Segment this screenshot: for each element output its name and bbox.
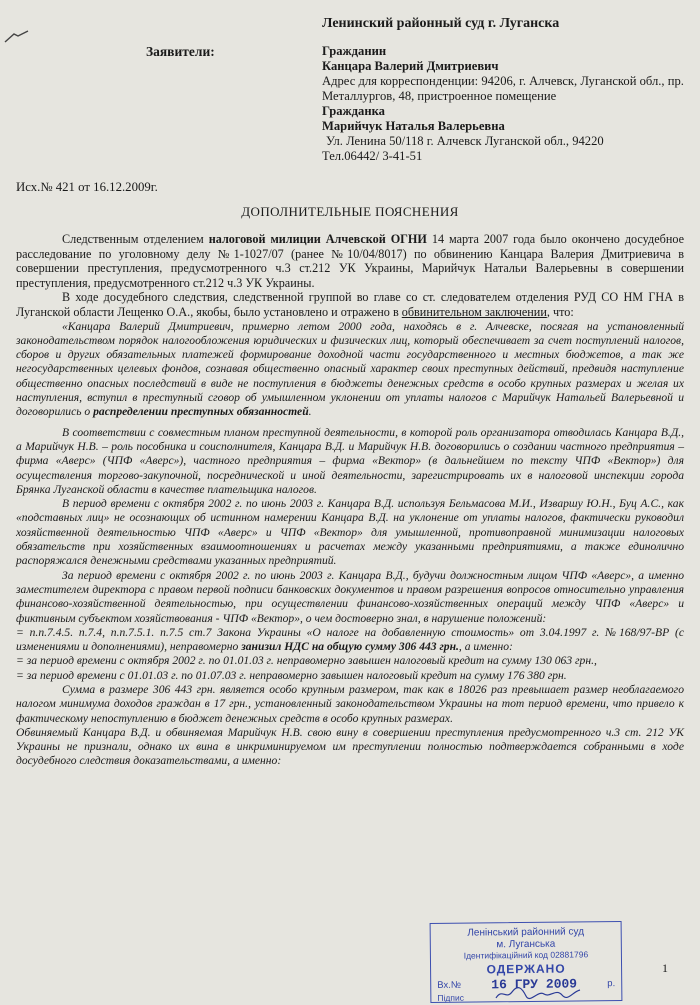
citizen2-phone: Тел.06442/ 3-41-51 [322,149,423,163]
paragraph-2 [16,290,684,319]
text-bold: налоговой милиции Алчевской ОГНИ [208,232,427,246]
quote-paragraph-4: За период времени с октября 2002 г. по июнь 2003 г. Канцара В.Д., будучи должностным лицом ЧПФ «Аверс», а именно заместителем директора с правом первой подписи банковских документов и правом разрешения вопросов относительно управления финансово-хозяйственной деятельностью, при осуществлении финансово-хозяйственных операций между ЧПФ «Аверс» и фиктивным субъектом хозяйствования - ЧПФ «Вектор», о чем достоверно знал, в нарушение положений: [16,568,684,625]
stamp-court-name: Ленінський районний суд [467,926,585,939]
text-bold: занизил НДС на общую сумму 306 443 грн. [241,640,459,654]
stamp-sign-label: Підпис [437,992,464,1003]
paragraph-1 [16,232,684,290]
stamp-in-no-label: Вх.№ [437,979,462,991]
stamp-date: 16 ГРУ 2009 [491,976,578,993]
signature-icon [492,986,582,1002]
pen-mark-icon [4,30,30,44]
text-run: . [308,405,312,419]
text-run: «Канцара Валерий Дмитриевич, примерно летом 2000 года, находясь в г. Алчевске, посягая на установленный законодательством порядок налогообложения юридических и физических лиц, который обеспечивает за счет поступлений налогов, сборов и других обязательных платежей формирование доходной части государственного и местных бюджетов, а так же негосударственных целевых фондов, сознавая общественно опасный характер своих преступных действий, предвидя наступление общественно опасных последствий в виде не поступления в бюджеты денежных средств в особо крупных размерах и желая их наступления, вступил в преступный сговор об умышленном уклонении от уплаты налогов с Марийчук Натальей Валерьевной и договорились о [16,319,684,419]
text-run: 14 марта 2007 года было окончено досудебное расследование по уголовному делу №1-1027/07 (ранее №10/04/8017) по обвинению Канцара Валерия Дмитриевича в совершении преступления, предусмотренного ч.3 ст.212 УК Украины, Марийчук Натальи Валерьевны в совершении преступления, предусмотренного ст.212 ч.3 УК Украины. [16,232,684,290]
document-body [16,232,684,769]
stamp-city: м. Луганська [496,938,556,950]
text-run: , что: [546,304,574,319]
citizen2-label: Гражданка [322,104,385,118]
quote-paragraph-3: В период времени с октября 2002 г. по июнь 2003 г. Канцара В.Д. используя Бельмасова М.И., Изваршу Ю.Н., Буц А.С., как «подставных лиц» не осознающих об истинном намерении Канцара В.Д. на уклонение от уплаты налогов, фактически руководил хозяйственной деятельностью ЧПФ «Аверс» и ЧПФ «Вектор» для умышленной, противоправной минимизации налоговых обязательств при хозяйственных взаимоотношениях и расчетах между указанными предприятиями, а также единолично распоряжался денежными средствами указанных предприятий. [16,497,684,568]
quote-paragraph-5: Сумма в размере 306 443 грн. является особо крупным размером, так как в 18026 раз превышает размер необлагаемого налогом минимума доходов граждан в 17 грн., установленный законодательством Украины на тот период времени, что привело к фактическому непоступлению в бюджет денежных средств в особо крупных размерах. [16,682,684,725]
text-run: В ходе досудебного следствия, следственной группой во главе со ст. следователем отделения РУД СО НМ ГНА в Луганской области Лещенко О.А., якобы, было установлено и отражено в [16,290,684,319]
text-run: = п.п.7.4.5. п.7.4, п.п.7.5.1. п.7.5 ст.7 Закона Украины «О налоге на добавленную стоимость» от 3.04.1997 г. №168/97-ВР (с изменениями и дополнениями), неправомерно [16,625,684,654]
stamp-received: ОДЕРЖАНО [486,961,566,976]
text-underlined: обвинительном заключении [401,304,547,319]
stamp-code: Ідентифікаційний код 02881796 [463,949,589,961]
court-name: Ленинский районный суд г. Луганска [322,16,560,31]
citizen1-name: Канцара Валерий Дмитриевич [322,59,499,73]
applicants-label: Заявители: [146,44,215,59]
quote-item-2: = за период времени с октября 2002 г. по 01.01.03 г. неправомерно завышен налоговый кредит на сумму 130 063 грн., [16,654,597,668]
quote-item-1 [16,626,684,655]
text-bold: распределении преступных обязанностей [93,405,309,419]
citizen1-label: Гражданин [322,44,387,58]
citizen1-address: Адрес для корреспонденции: 94206, г. Алчевск, Луганской обл., пр. Металлургов, 48, пристроенное помещение [322,74,684,103]
stamp-suffix: р. [607,978,616,990]
outgoing-reference: Исх.№ 421 от 16.12.2009г. [16,180,158,194]
citizen2-name: Марийчук Наталья Валерьевна [322,119,505,133]
page-number: 1 [662,961,668,975]
document-title: ДОПОЛНИТЕЛЬНЫЕ ПОЯСНЕНИЯ [241,204,459,219]
quote-item-3: = за период времени с 01.01.03 г. по 01.07.03 г. неправомерно завышен налоговый кредит на сумму 176 380 грн. [16,668,567,682]
text-run: , а именно: [458,640,513,654]
quote-paragraph-2: В соответствии с совместным планом преступной деятельности, в которой роль организатора отводилась Канцара В.Д., а Марийчук Н.В. – роль пособника и соисполнителя, Канцара В.Д. и Марийчук Н.В. договорились о создании частного предприятия – фирма «Аверс» (ЧПФ «Аверс»), частного предприятия – фирма «Вектор» (в дальнейшем по тексту ЧПФ «Вектор») для осуществления торгово-закупочной, посреднической и иной деятельности, зарегистрировать их в налоговой инспекции города Брянка Луганской области в качестве плательщика налогов. [16,425,684,496]
quoted-indictment [16,320,684,769]
text-run: Следственным отделением [62,232,209,246]
citizen2-address: Ул. Ленина 50/118 г. Алчевск Луганской обл., 94220 [326,134,604,148]
quote-paragraph-1 [16,320,684,420]
quote-paragraph-6: Обвиняемый Канцара В.Д. и обвиняемая Марийчук Н.В. свою вину в совершении преступления предусмотренного ч.3 ст. 212 УК Украины не признали, однако их вина в инкриминируемом им преступлении полностью подтверждается собранными в ходе досудебного следствия доказательствами, а именно: [16,725,684,768]
applicants-block [322,44,694,164]
